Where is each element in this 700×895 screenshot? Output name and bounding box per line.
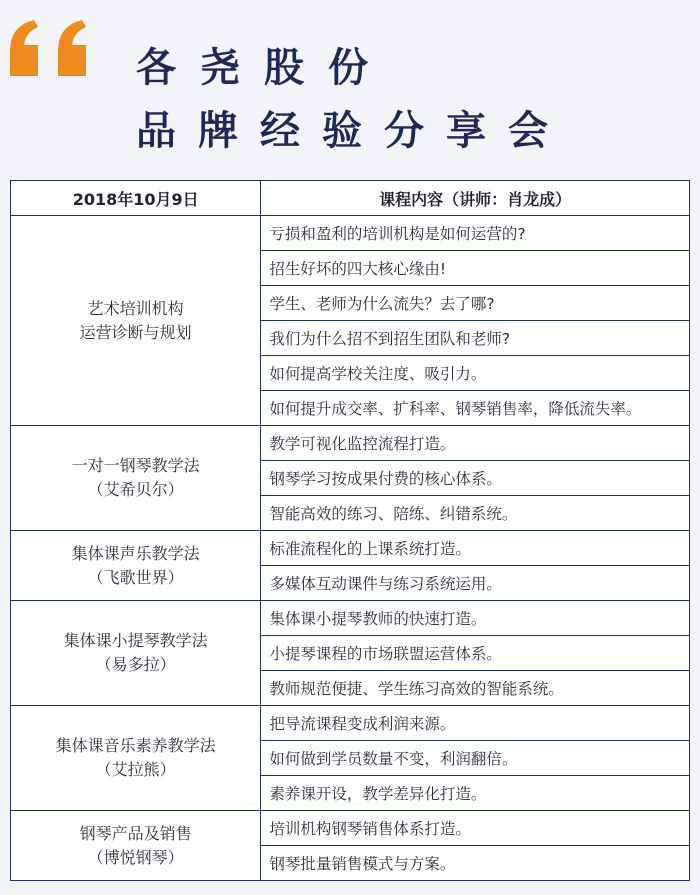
course-item: 小提琴课程的市场联盟运营体系。 <box>261 636 690 671</box>
course-item: 学生、老师为什么流失？去了哪? <box>261 286 690 321</box>
section-title-line: （易多拉） <box>95 655 176 674</box>
section-title-cell <box>11 216 261 426</box>
section-title-cell <box>11 531 261 601</box>
course-item: 教师规范便捷、学生练习高效的智能系统。 <box>261 671 690 706</box>
course-item: 集体课小提琴教师的快速打造。 <box>261 601 690 636</box>
table-row <box>11 706 690 741</box>
section-title-line: （艾希贝尔） <box>87 480 184 499</box>
section-title-cell <box>11 601 261 706</box>
table-row <box>11 811 690 846</box>
content-header: 课程内容（讲师：肖龙成） <box>261 181 690 216</box>
section-title-line: 集体课小提琴教学法 <box>63 631 208 650</box>
table-header-row <box>11 181 690 216</box>
section-title-line: 艺术培训机构 <box>87 298 184 318</box>
section-title-line: 运营诊断与规划 <box>79 322 192 342</box>
section-title-line: 一对一钢琴教学法 <box>71 456 200 475</box>
course-item: 如何提升成交率、扩科率、钢琴销售率，降低流失率。 <box>261 391 690 426</box>
course-item: 智能高效的练习、陪练、纠错系统。 <box>261 496 690 531</box>
section-title-cell <box>11 811 261 881</box>
page-title-line-2: 品牌经验分享会 <box>136 108 570 154</box>
section-title-line: （博悦钢琴） <box>87 847 184 867</box>
section-title-cell <box>11 706 261 811</box>
course-item: 素养课开设，教学差异化打造。 <box>261 776 690 811</box>
course-item: 把导流课程变成利润来源。 <box>261 706 690 741</box>
table-body <box>11 216 690 881</box>
section-title-line: 集体课音乐素养教学法 <box>55 736 216 755</box>
section-title-line: 钢琴产品及销售 <box>79 823 192 843</box>
course-item: 亏损和盈利的培训机构是如何运营的? <box>261 216 690 251</box>
table-row <box>11 531 690 566</box>
quote-mark-icon <box>8 18 98 78</box>
course-schedule-table <box>10 180 690 881</box>
table-row <box>11 601 690 636</box>
course-item: 培训机构钢琴销售体系打造。 <box>261 811 690 846</box>
course-item: 标准流程化的上课系统打造。 <box>261 531 690 566</box>
table-row <box>11 216 690 251</box>
date-header: 2018年10月9日 <box>11 181 261 216</box>
section-title-line: （飞歌世界） <box>87 567 184 587</box>
course-item: 钢琴批量销售模式与方案。 <box>261 846 690 881</box>
course-item: 如何做到学员数量不变，利润翻倍。 <box>261 741 690 776</box>
page-title-line-1: 各尧股份 <box>136 45 392 91</box>
course-item: 钢琴学习按成果付费的核心体系。 <box>261 461 690 496</box>
course-item: 招生好坏的四大核心缘由! <box>261 251 690 286</box>
section-title-line: 集体课声乐教学法 <box>71 543 200 563</box>
section-title-line: （艾拉熊） <box>95 760 176 779</box>
course-item: 如何提高学校关注度、吸引力。 <box>261 356 690 391</box>
section-title-cell <box>11 426 261 531</box>
course-item: 多媒体互动课件与练习系统运用。 <box>261 566 690 601</box>
table-row <box>11 426 690 461</box>
course-item: 教学可视化监控流程打造。 <box>261 426 690 461</box>
course-item: 我们为什么招不到招生团队和老师? <box>261 321 690 356</box>
